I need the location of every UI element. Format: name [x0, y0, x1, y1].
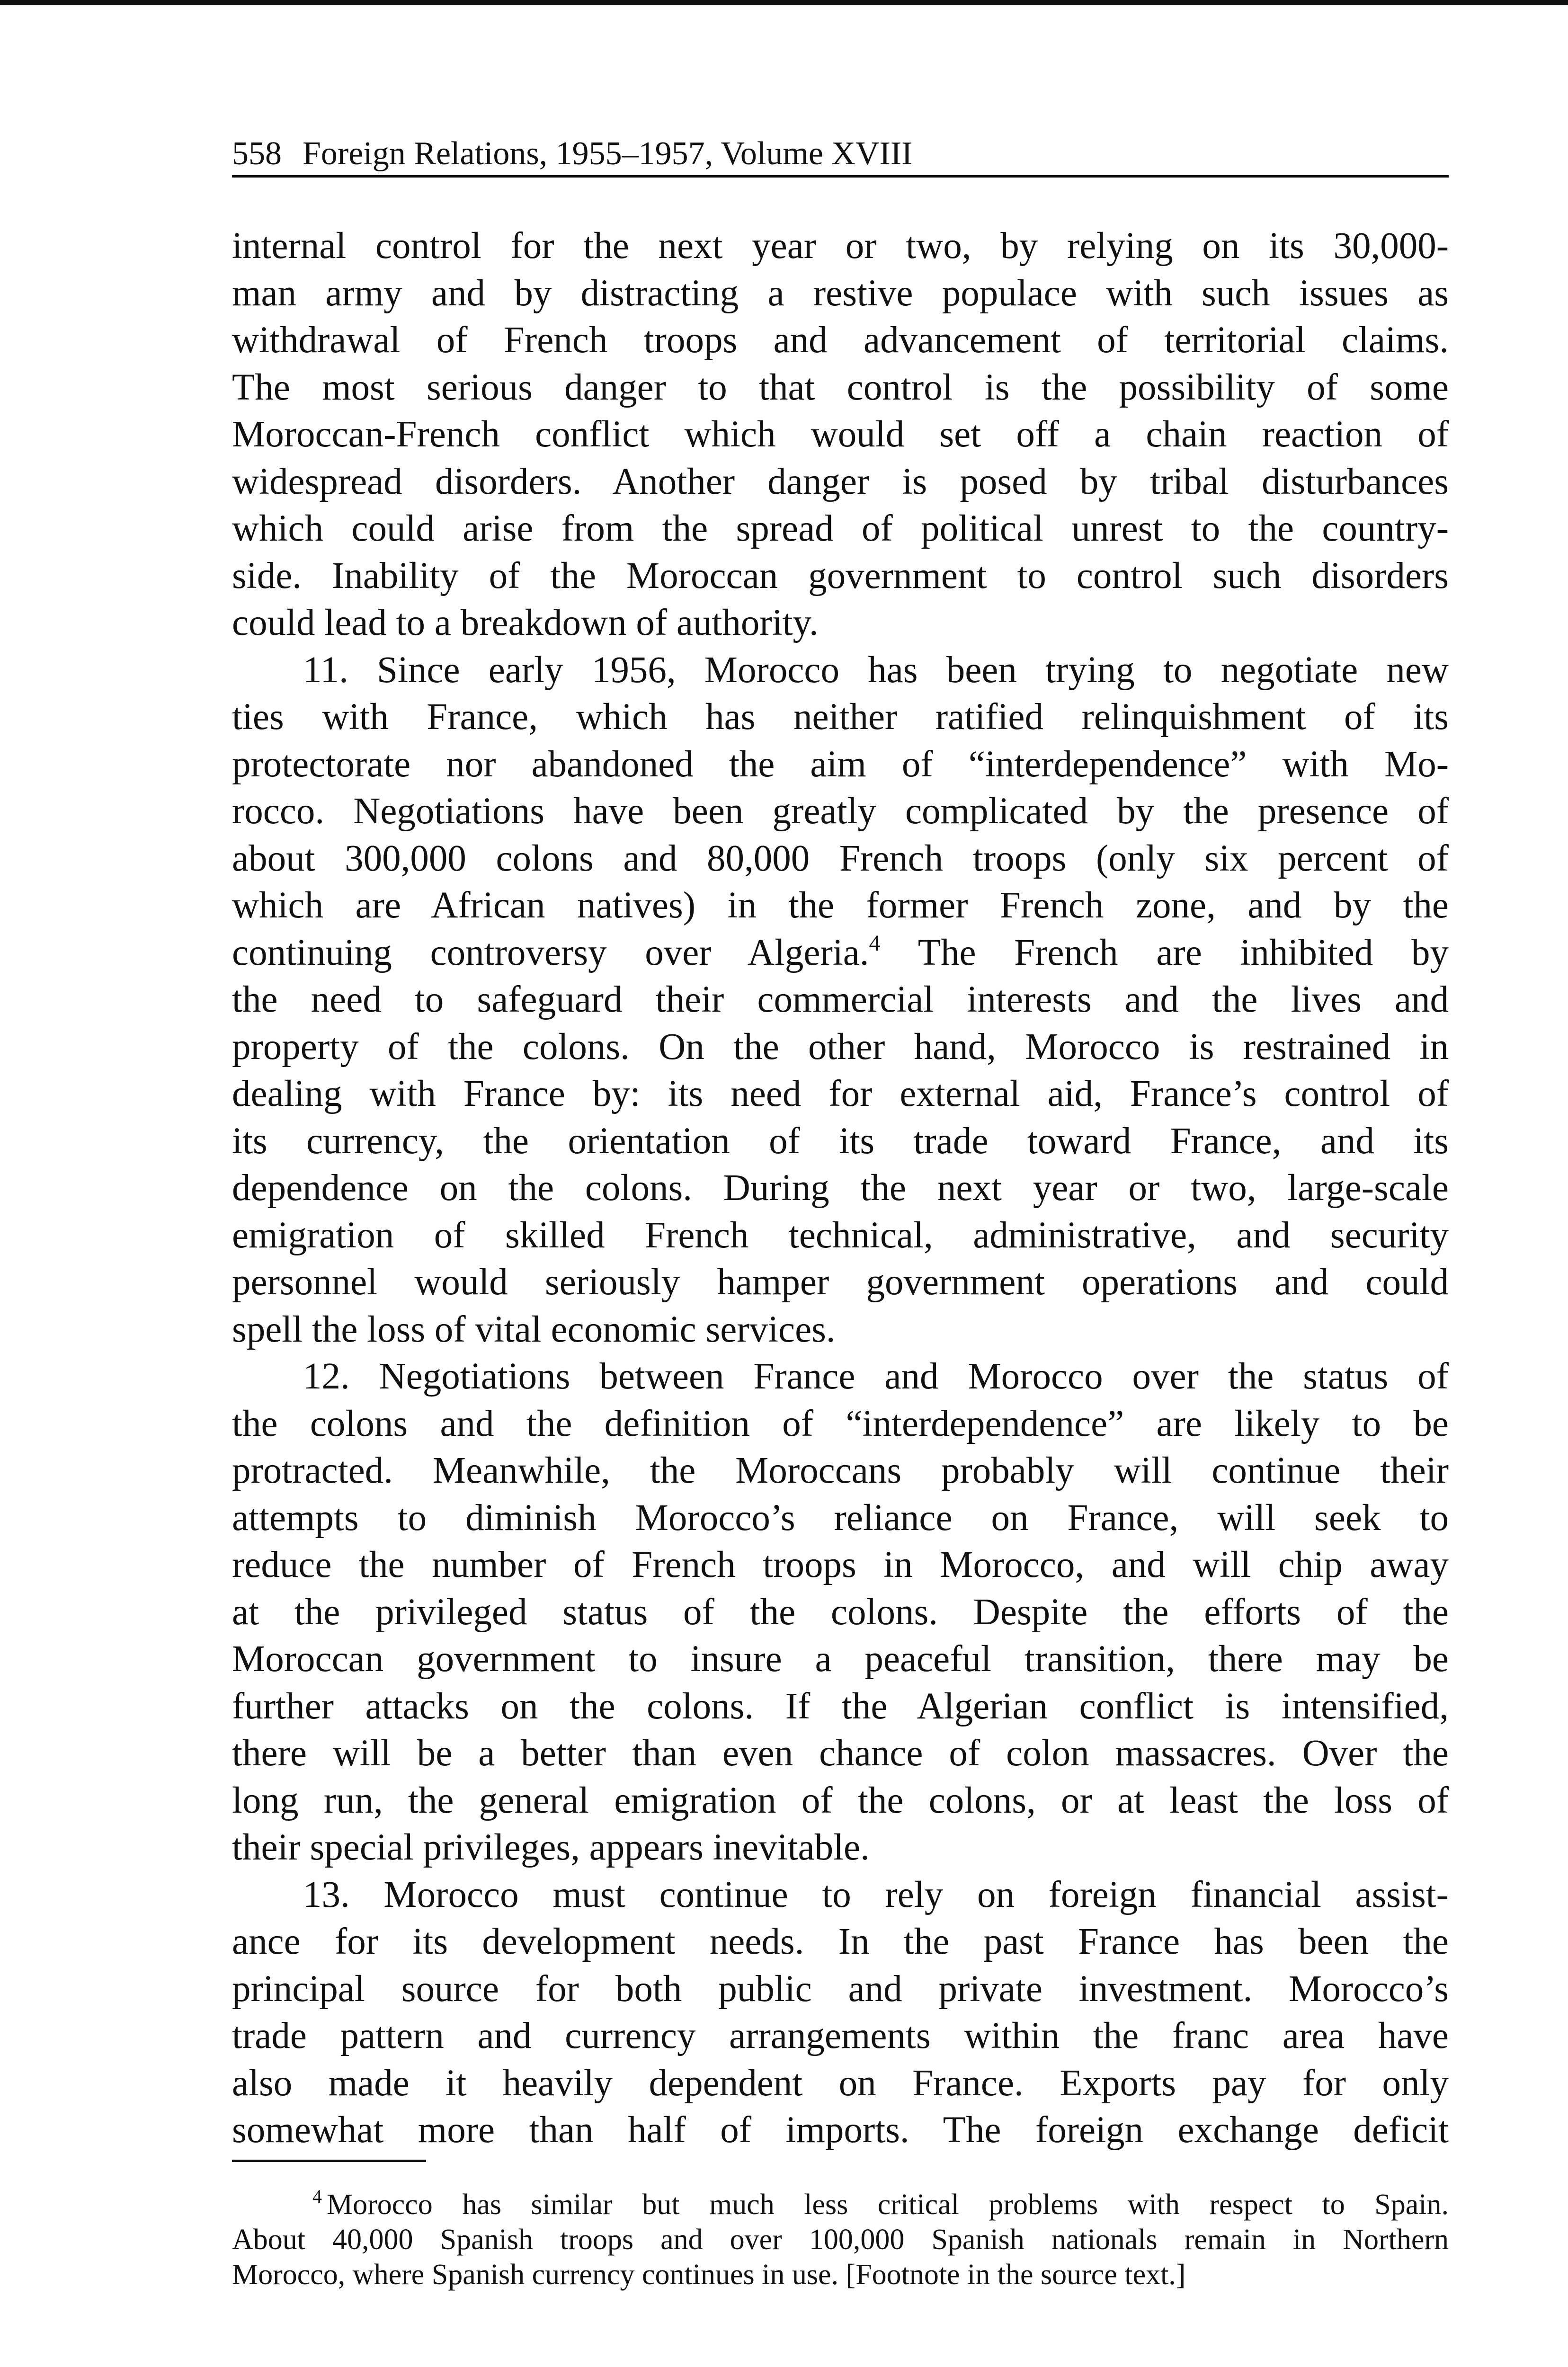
text-line: which could arise from the spread of political unrest to the country- [232, 508, 1449, 549]
text-line: their special privileges, appears inevitable. [232, 1827, 870, 1868]
text-line: long run, the general emigration of the colons, or at least the loss of [232, 1780, 1449, 1821]
text-line: attempts to diminish Morocco’s reliance on France, will seek to [232, 1497, 1449, 1539]
text-line: ties with France, which has neither ratified relinquishment of its [232, 696, 1449, 738]
text-line: somewhat more than half of imports. The foreign exchange deficit [232, 2109, 1449, 2151]
text-line: personnel would seriously hamper government operations and could [232, 1262, 1449, 1303]
text-line: protracted. Meanwhile, the Moroccans probably will continue their [232, 1450, 1449, 1491]
footnote-reference: 4 [869, 930, 881, 956]
text-line: man army and by distracting a restive populace with such issues as [232, 272, 1449, 314]
footnote-marker: 4 [312, 2186, 322, 2207]
text-line: its currency, the orientation of its trade toward France, and its [232, 1120, 1449, 1162]
text-line-with-footnote-ref [232, 929, 1449, 977]
text-line: at the privileged status of the colons. Despite the efforts of the [232, 1591, 1449, 1633]
text-line: protectorate nor abandoned the aim of “interdependence” with Mo- [232, 743, 1449, 785]
text-line: Moroccan government to insure a peaceful transition, there may be [232, 1638, 1449, 1680]
footnote-line: Morocco, where Spanish currency continues in use. [Footnote in the source text.] [232, 2259, 1186, 2291]
text-line: internal control for the next year or two, by relying on its 30,000- [232, 225, 1449, 267]
footnote-divider [232, 2160, 426, 2162]
text-line: trade pattern and currency arrangements within the franc area have [232, 2015, 1449, 2056]
text-line: 13. Morocco must continue to rely on foreign financial assist- [303, 1874, 1449, 1915]
running-head-title: Foreign Relations, 1955–1957, Volume XVIII [303, 135, 913, 172]
text-line: 11. Since early 1956, Morocco has been trying to negotiate new [303, 649, 1449, 691]
text-line: side. Inability of the Moroccan government to control such disorders [232, 555, 1449, 596]
top-border [0, 0, 1568, 5]
text-line: property of the colons. On the other hand, Morocco is restrained in [232, 1026, 1449, 1068]
running-head [232, 133, 1449, 178]
text-line: rocco. Negotiations have been greatly complicated by the presence of [232, 791, 1449, 832]
text-line: emigration of skilled French technical, administrative, and security [232, 1214, 1449, 1256]
text-line: ance for its development needs. In the past France has been the [232, 1921, 1449, 1962]
text-line: the colons and the definition of “interdependence” are likely to be [232, 1403, 1449, 1444]
text-line: reduce the number of French troops in Morocco, and will chip away [232, 1544, 1449, 1585]
text-line: dependence on the colons. During the next year or two, large-scale [232, 1167, 1449, 1209]
text-line: could lead to a breakdown of authority. [232, 602, 819, 643]
body-text [232, 222, 1449, 2154]
text-segment: continuing controversy over Algeria. [232, 932, 869, 973]
text-line: principal source for both public and private investment. Morocco’s [232, 1968, 1449, 2010]
text-line: which are African natives) in the former French zone, and by the [232, 885, 1449, 926]
text-line: spell the loss of vital economic services. [232, 1308, 836, 1350]
text-line: widespread disorders. Another danger is posed by tribal disturbances [232, 461, 1449, 502]
text-line: about 300,000 colons and 80,000 French troops (only six percent of [232, 837, 1449, 879]
text-line: The most serious danger to that control is the possibility of some [232, 366, 1449, 408]
paragraph-13 [232, 1871, 1449, 2154]
text-segment: Morocco has similar but much less critical problems with respect to Spain. [327, 2189, 1449, 2221]
footnote-line: About 40,000 Spanish troops and over 100,000 Spanish nationals remain in Northern [232, 2224, 1449, 2256]
footnote-4 [232, 2187, 1449, 2292]
text-line: dealing with France by: its need for external aid, France’s control of [232, 1073, 1449, 1114]
text-line: also made it heavily dependent on France. Exports pay for only [232, 2062, 1449, 2104]
text-line: further attacks on the colons. If the Algerian conflict is intensified, [232, 1685, 1449, 1727]
paragraph-12 [232, 1353, 1449, 1871]
paragraph-11 [232, 647, 1449, 1353]
text-line: Moroccan-French conflict which would set off a chain reaction of [232, 414, 1449, 455]
text-line: 12. Negotiations between France and Morocco over the status of [303, 1356, 1449, 1397]
text-line: withdrawal of French troops and advancement of territorial claims. [232, 320, 1449, 361]
text-line: the need to safeguard their commercial interests and the lives and [232, 979, 1449, 1020]
text-line: there will be a better than even chance of colon massacres. Over the [232, 1733, 1449, 1774]
footnote-line [232, 2187, 1449, 2222]
page-number: 558 [232, 135, 282, 172]
text-segment: The French are inhibited by [918, 932, 1449, 973]
paragraph-10-continued [232, 222, 1449, 647]
